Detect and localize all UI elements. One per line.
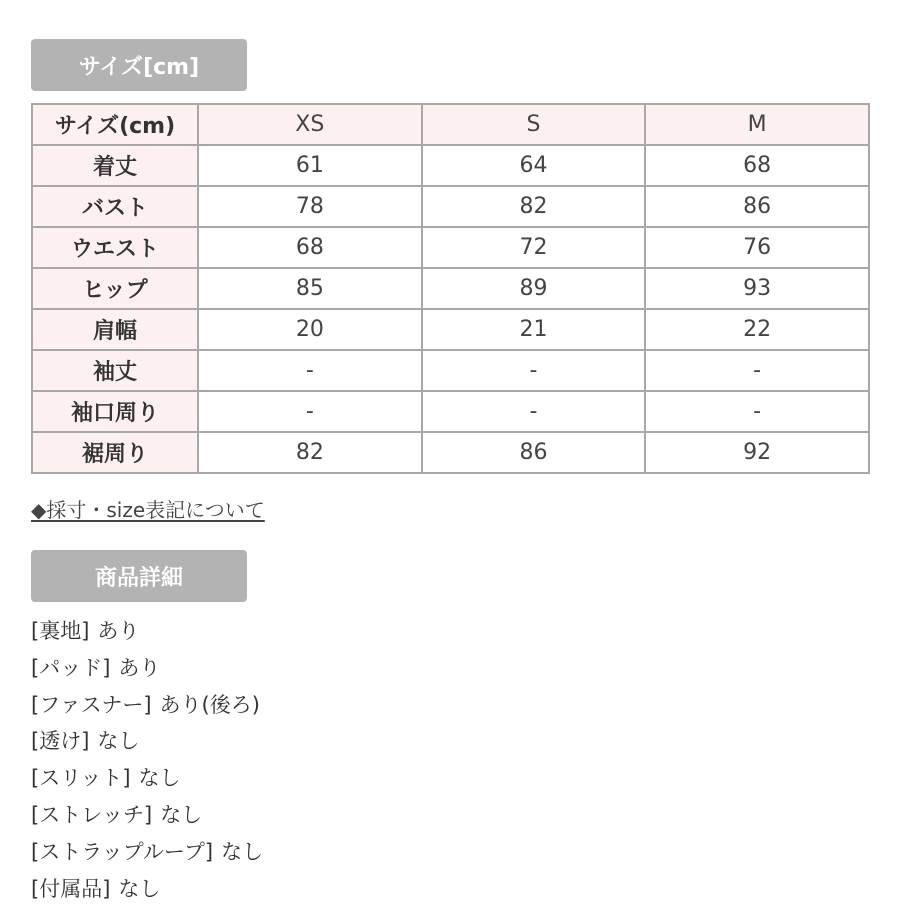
detail-value: なし — [221, 839, 264, 864]
table-cell: 85 — [198, 268, 422, 309]
table-cell: 68 — [198, 227, 422, 268]
table-cell: 82 — [422, 186, 646, 227]
list-item — [31, 613, 263, 650]
detail-key: [スリット] — [31, 766, 131, 791]
details-section-title: 商品詳細 — [94, 565, 183, 591]
detail-value: なし — [97, 729, 140, 754]
size-column-s: S — [422, 104, 646, 145]
table-row — [32, 268, 869, 309]
table-cell: 22 — [645, 309, 869, 350]
size-table-header-row — [32, 104, 869, 145]
table-cell: 21 — [422, 309, 646, 350]
list-item — [31, 871, 263, 907]
row-label: 着丈 — [32, 145, 198, 186]
row-label: 袖丈 — [32, 350, 198, 391]
detail-key: [付属品] — [31, 876, 111, 901]
table-cell: 68 — [645, 145, 869, 186]
detail-value: なし — [118, 876, 161, 901]
size-notation-link[interactable]: ◆採寸・size表記について — [31, 498, 265, 522]
size-section-label — [31, 39, 247, 91]
table-cell: 86 — [422, 432, 646, 473]
product-details-list — [31, 613, 263, 907]
table-cell: 61 — [198, 145, 422, 186]
row-label: 袖口周り — [32, 391, 198, 432]
detail-key: [ファスナー] — [31, 692, 152, 717]
detail-key: [透け] — [31, 729, 90, 754]
table-row — [32, 145, 869, 186]
detail-value: なし — [160, 802, 203, 827]
table-cell: 89 — [422, 268, 646, 309]
detail-value: あり(後ろ) — [159, 692, 260, 717]
details-section-label — [31, 550, 247, 602]
table-cell: 93 — [645, 268, 869, 309]
table-row — [32, 350, 869, 391]
table-cell: - — [422, 391, 646, 432]
table-cell: 82 — [198, 432, 422, 473]
list-item — [31, 834, 263, 871]
row-label: 裾周り — [32, 432, 198, 473]
list-item — [31, 687, 263, 724]
table-cell: 76 — [645, 227, 869, 268]
size-section-title: サイズ[cm] — [78, 54, 200, 80]
table-cell: 20 — [198, 309, 422, 350]
table-cell: 78 — [198, 186, 422, 227]
row-label: ヒップ — [32, 268, 198, 309]
detail-key: [ストレッチ] — [31, 802, 153, 827]
size-column-m: M — [645, 104, 869, 145]
table-row — [32, 391, 869, 432]
list-item — [31, 760, 263, 797]
table-row — [32, 186, 869, 227]
table-cell: - — [198, 391, 422, 432]
detail-value: あり — [97, 619, 140, 643]
table-cell: 72 — [422, 227, 646, 268]
size-column-xs: XS — [198, 104, 422, 145]
table-cell: 86 — [645, 186, 869, 227]
table-row — [32, 309, 869, 350]
detail-key: [ストラップループ] — [31, 839, 214, 864]
detail-key: [パッド] — [31, 655, 111, 680]
detail-value: なし — [138, 766, 181, 791]
row-label: 肩幅 — [32, 309, 198, 350]
table-row — [32, 432, 869, 473]
table-cell: - — [198, 350, 422, 391]
list-item — [31, 650, 263, 687]
detail-key: [裏地] — [31, 619, 90, 643]
table-cell: 92 — [645, 432, 869, 473]
table-cell: - — [645, 391, 869, 432]
size-table — [31, 103, 870, 474]
table-cell: 64 — [422, 145, 646, 186]
list-item — [31, 723, 263, 760]
table-cell: - — [422, 350, 646, 391]
detail-value: あり — [118, 655, 161, 680]
table-row — [32, 227, 869, 268]
row-label: バスト — [32, 186, 198, 227]
size-table-corner-header: サイズ(cm) — [32, 104, 198, 145]
table-cell: - — [645, 350, 869, 391]
row-label: ウエスト — [32, 227, 198, 268]
list-item — [31, 797, 263, 834]
